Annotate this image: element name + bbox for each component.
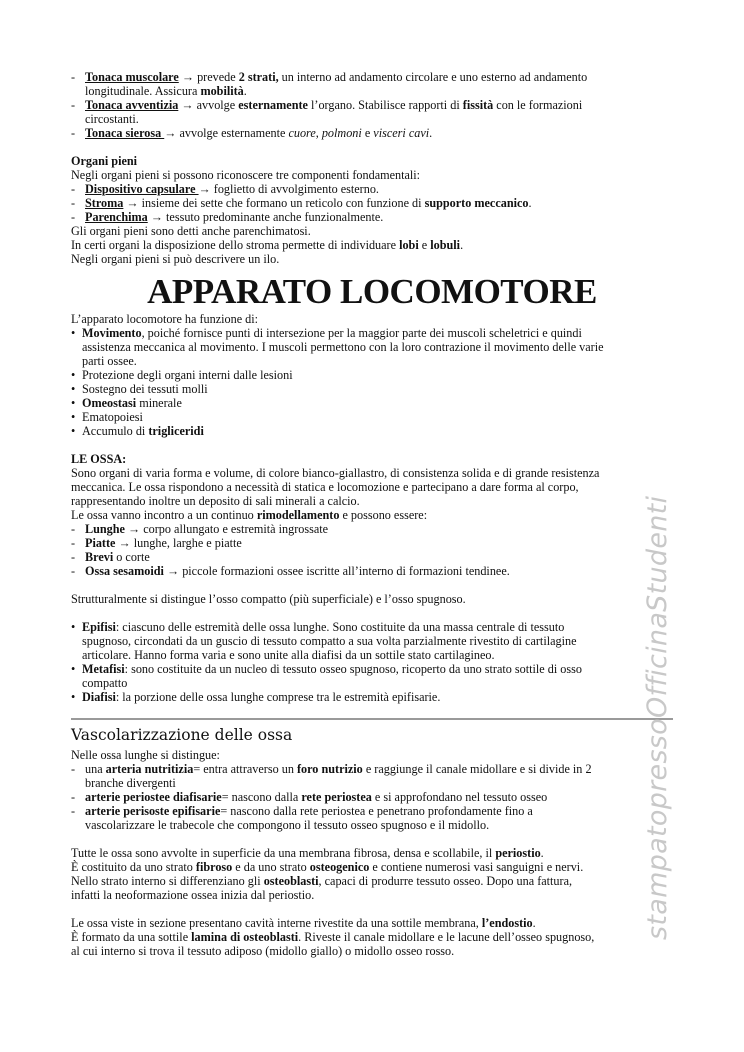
list-item [71,126,711,140]
section-title: APPARATO LOCOMOTORE [147,272,597,311]
text: → avvolge esternamente [164,126,289,140]
bold-text: mobilità [200,84,244,98]
bold-text: Metafisi [82,662,125,676]
text: → prevede [178,70,239,84]
bold-text: Brevi [85,550,114,564]
dash-marker-icon: - [71,126,76,140]
text: → insieme dei sette che formano un reticolo con funzione di [123,196,425,210]
blank-line [71,578,711,592]
text: Protezione degli organi interni dalle lesioni [82,368,293,382]
text: compatto [82,676,128,690]
text: e [418,238,431,252]
text-line [71,846,711,860]
text: = entra attraverso un [193,762,297,776]
text-line [71,634,711,648]
blank-line [71,832,711,846]
paragraph [71,154,711,182]
text: , capaci di produrre tessuto osseo. Dopo una fattura, [318,874,573,888]
bold-text: Tonaca muscolare [85,70,179,84]
list-item [71,536,711,550]
bold-text: esternamente [238,98,308,112]
text: È formato da una sottile [71,930,192,944]
text: Accumulo di [82,424,149,438]
paragraph [71,846,711,902]
list-item [71,424,711,438]
bold-text: supporto meccanico [424,196,529,210]
bold-text: 2 strati, [238,70,279,84]
bullet-list [71,620,711,704]
blank-line [71,438,711,452]
list-item [71,326,711,368]
bold-text: Tonaca sierosa [85,126,165,140]
paragraph [71,224,711,266]
dash-marker-icon: - [71,70,76,84]
text: assistenza meccanica al movimento. I muscoli permettono con la loro contrazione il movimento delle varie [82,340,604,354]
text-line [71,340,711,354]
bold-text: foro nutrizio [296,762,363,776]
text: longitudinale. Assicura [85,84,201,98]
text: spugnoso, circondati da un guscio di tessuto compatto a sua volta parzialmente rivestito di cartilagine [82,634,577,648]
paragraph [71,452,711,522]
italic-text: polmoni [321,126,362,140]
divider [71,718,673,720]
text-line [71,224,711,238]
text: Nello strato interno si differenziano gli [71,874,264,888]
text-line [71,452,711,466]
text: Ematopoiesi [82,410,143,424]
text-line [71,522,711,536]
text: e [361,126,374,140]
text-line [71,168,711,182]
bold-text: osteoblasti [263,874,319,888]
text-line [71,182,711,196]
list-item [71,620,711,662]
bold-text: lobuli [430,238,461,252]
document-page [71,70,711,958]
paragraph [71,592,711,606]
list-item [71,368,711,382]
list-item [71,410,711,424]
text: e raggiunge il canale midollare e si divide in 2 [362,762,592,776]
text-line [71,776,711,790]
text: parti ossee. [82,354,137,368]
bold-text: Stroma [85,196,124,210]
text-line [71,916,711,930]
dash-marker-icon: - [71,182,76,196]
bullet-icon: • [71,620,76,634]
dash-marker-icon: - [71,210,76,224]
text-line [71,648,711,662]
list-item [71,196,711,210]
text-line [71,210,711,224]
bullet-list [71,326,711,438]
text-line [71,312,711,326]
list-item [71,182,711,196]
bold-text: Diafisi [82,690,116,704]
list-item [71,662,711,690]
text-line [71,550,711,564]
text-line [71,508,711,522]
bold-text: arteria nutritizia [105,762,194,776]
dash-marker-icon: - [71,98,76,112]
text-line [71,70,711,84]
paragraph [71,916,711,958]
bold-text: lamina di osteoblasti [191,930,299,944]
dash-marker-icon: - [71,564,76,578]
text: articolare. Hanno forma varia e sono unite alla diafisi da un sottile stato cartilagineo. [82,648,495,662]
bold-text: fibroso [195,860,233,874]
text: . Riveste il canale midollare e le lacune dell’osseo spugnoso, [298,930,595,944]
bold-text: Epifisi [82,620,116,634]
text-line [71,874,711,888]
text: meccanica. Le ossa rispondono a necessità di statica e locomozione e partecipano a dare forma al corpo, [71,480,579,494]
text: Le ossa viste in sezione presentano cavità interne rivestite da una sottile membrana, [71,916,482,930]
text: Strutturalmente si distingue l’osso compatto (più superficiale) e l’osso spugnoso. [71,592,466,606]
blank-line [71,140,711,154]
text: Sostegno dei tessuti molli [82,382,208,396]
text: = nascono dalla rete periostea e penetrano profondamente fino a [220,804,533,818]
dash-marker-icon: - [71,790,76,804]
dash-marker-icon: - [71,196,76,210]
section-heading: Vascolarizzazione delle ossa [71,726,293,744]
bold-text: rimodellamento [256,508,340,522]
list-item [71,396,711,410]
text: Negli organi pieni si può descrivere un ilo. [71,252,280,266]
text: un interno ad andamento circolare e uno esterno ad andamento [278,70,588,84]
text: → avvolge [178,98,239,112]
blank-line [71,606,711,620]
text: . [460,238,464,252]
text-line [71,368,711,382]
text-line [71,382,711,396]
list-item [71,690,711,704]
dash-marker-icon: - [71,804,76,818]
text-line [71,944,711,958]
list-item [71,804,711,832]
dash-list [71,182,711,224]
bold-text: Tonaca avventizia [85,98,179,112]
dash-marker-icon: - [71,762,76,776]
text: branche divergenti [85,776,176,790]
list-item [71,522,711,536]
text-line [71,410,711,424]
list-item [71,98,711,126]
bullet-icon: • [71,326,76,340]
text: → corpo allungato e estremità ingrossate [124,522,329,536]
bullet-icon: • [71,424,76,438]
bullet-icon: • [71,410,76,424]
watermark: stampatopressoOfficinaStudenti [642,495,673,940]
bold-text: Omeostasi [82,396,137,410]
text: : ciascuno delle estremità delle ossa lunghe. Sono costituite da una massa centrale di tessuto [115,620,565,634]
italic-text: visceri cavi [373,126,430,140]
text-line [71,690,711,704]
text-line [71,98,711,112]
bold-text: Movimento [82,326,142,340]
text-line [71,818,711,832]
list-item [71,790,711,804]
text-line [71,888,711,902]
dash-list [71,522,711,578]
text: Gli organi pieni sono detti anche parenchimatosi. [71,224,311,238]
dash-marker-icon: - [71,522,76,536]
paragraph [71,748,711,762]
text: e contiene numerosi vasi sanguigni e nervi. [369,860,584,874]
text-line [71,804,711,818]
text: → lunghe, larghe e piatte [115,536,242,550]
dash-marker-icon: - [71,550,76,564]
bold-text: Dispositivo capsulare [85,182,199,196]
text-line [71,662,711,676]
text: . [429,126,433,140]
text: minerale [136,396,182,410]
text-line [71,154,711,168]
text: . [532,916,536,930]
bold-text: Piatte [85,536,116,550]
bold-text: arterie periostee diafisarie [85,790,222,804]
bold-text: l’endostio [481,916,533,930]
text-line [71,84,711,98]
blank-line [71,902,711,916]
text: : sono costituite da un nucleo di tessuto osseo spugnoso, ricoperto da uno strato sottile di osso [124,662,582,676]
text-line [71,480,711,494]
text: → piccole formazioni ossee iscritte all’interno di formazioni tendinee. [163,564,510,578]
text: e possono essere: [339,508,428,522]
text: e da uno strato [232,860,310,874]
list-item [71,70,711,98]
bullet-icon: • [71,368,76,382]
text-line [71,354,711,368]
text: Tutte le ossa sono avvolte in superficie da una membrana fibrosa, densa e scollabile, il [71,846,496,860]
text: Nelle ossa lunghe si distingue: [71,748,220,762]
bold-text: LE OSSA: [71,452,127,466]
text-line [71,252,711,266]
bullet-icon: • [71,662,76,676]
bold-text: Organi pieni [71,154,138,168]
list-item [71,564,711,578]
text-line [71,126,711,140]
dash-marker-icon: - [71,536,76,550]
text: = nascono dalla [221,790,302,804]
text-line [71,494,711,508]
text: o corte [113,550,150,564]
text: e si approfondano nel tessuto osseo [371,790,548,804]
dash-list [71,762,711,832]
bullet-icon: • [71,396,76,410]
text-line [71,762,711,776]
text-line [71,326,711,340]
text-line [71,424,711,438]
list-item [71,762,711,790]
text-line [71,196,711,210]
bold-text: arterie perisoste epifisarie [85,804,221,818]
text-line [71,564,711,578]
dash-list [71,70,711,140]
bullet-icon: • [71,382,76,396]
text: → foglietto di avvolgimento esterno. [198,182,379,196]
bold-text: osteogenico [309,860,370,874]
list-item [71,550,711,564]
italic-text: cuore [288,126,316,140]
bold-text: lobi [399,238,419,252]
text-line [71,620,711,634]
text: circostanti. [85,112,139,126]
text: Le ossa vanno incontro a un continuo [71,508,257,522]
text: L’apparato locomotore ha funzione di: [71,312,259,326]
bold-text: Parenchima [85,210,148,224]
text-line [71,112,711,126]
bold-text: rete periostea [301,790,372,804]
bold-text: trigliceridi [148,424,204,438]
paragraph [71,312,711,326]
text-line [71,396,711,410]
bold-text: periostio [495,846,541,860]
list-item [71,210,711,224]
text: una [85,762,106,776]
text: . [540,846,544,860]
text: vascolarizzare le trabecole che compongono il tessuto osseo spugnoso e il midollo. [85,818,490,832]
text: rappresentando inoltre un deposito di sali minerali a calcio. [71,494,360,508]
text: . [243,84,247,98]
text: : la porzione delle ossa lunghe comprese tra le estremità epifisarie. [115,690,441,704]
list-item [71,382,711,396]
bold-text: Ossa sesamoidi [85,564,164,578]
text-line [71,748,711,762]
text-line [71,238,711,252]
text-line [71,676,711,690]
text-line [71,466,711,480]
text: In certi organi la disposizione dello stroma permette di individuare [71,238,400,252]
text: , poiché fornisce punti di intersezione per la maggior parte dei muscoli scheletrici e quindi [141,326,582,340]
text-line [71,860,711,874]
bold-text: fissità [462,98,494,112]
text-line [71,592,711,606]
text: Sono organi di varia forma e volume, di colore bianco-giallastro, di consistenza solida e di grande resistenza [71,466,600,480]
text: . [528,196,532,210]
text: con le formazioni [493,98,583,112]
text-line [71,536,711,550]
text-line [71,930,711,944]
text: , [315,126,322,140]
text: infatti la neoformazione ossea inizia dal periostio. [71,888,315,902]
text: → tessuto predominante anche funzionalmente. [147,210,384,224]
text: l’organo. Stabilisce rapporti di [307,98,463,112]
text: Negli organi pieni si possono riconoscere tre componenti fondamentali: [71,168,421,182]
bullet-icon: • [71,690,76,704]
text-line [71,790,711,804]
bold-text: Lunghe [85,522,125,536]
text: al cui interno si trova il tessuto adiposo (midollo giallo) o midollo osseo rosso. [71,944,455,958]
text: È costituito da uno strato [71,860,196,874]
